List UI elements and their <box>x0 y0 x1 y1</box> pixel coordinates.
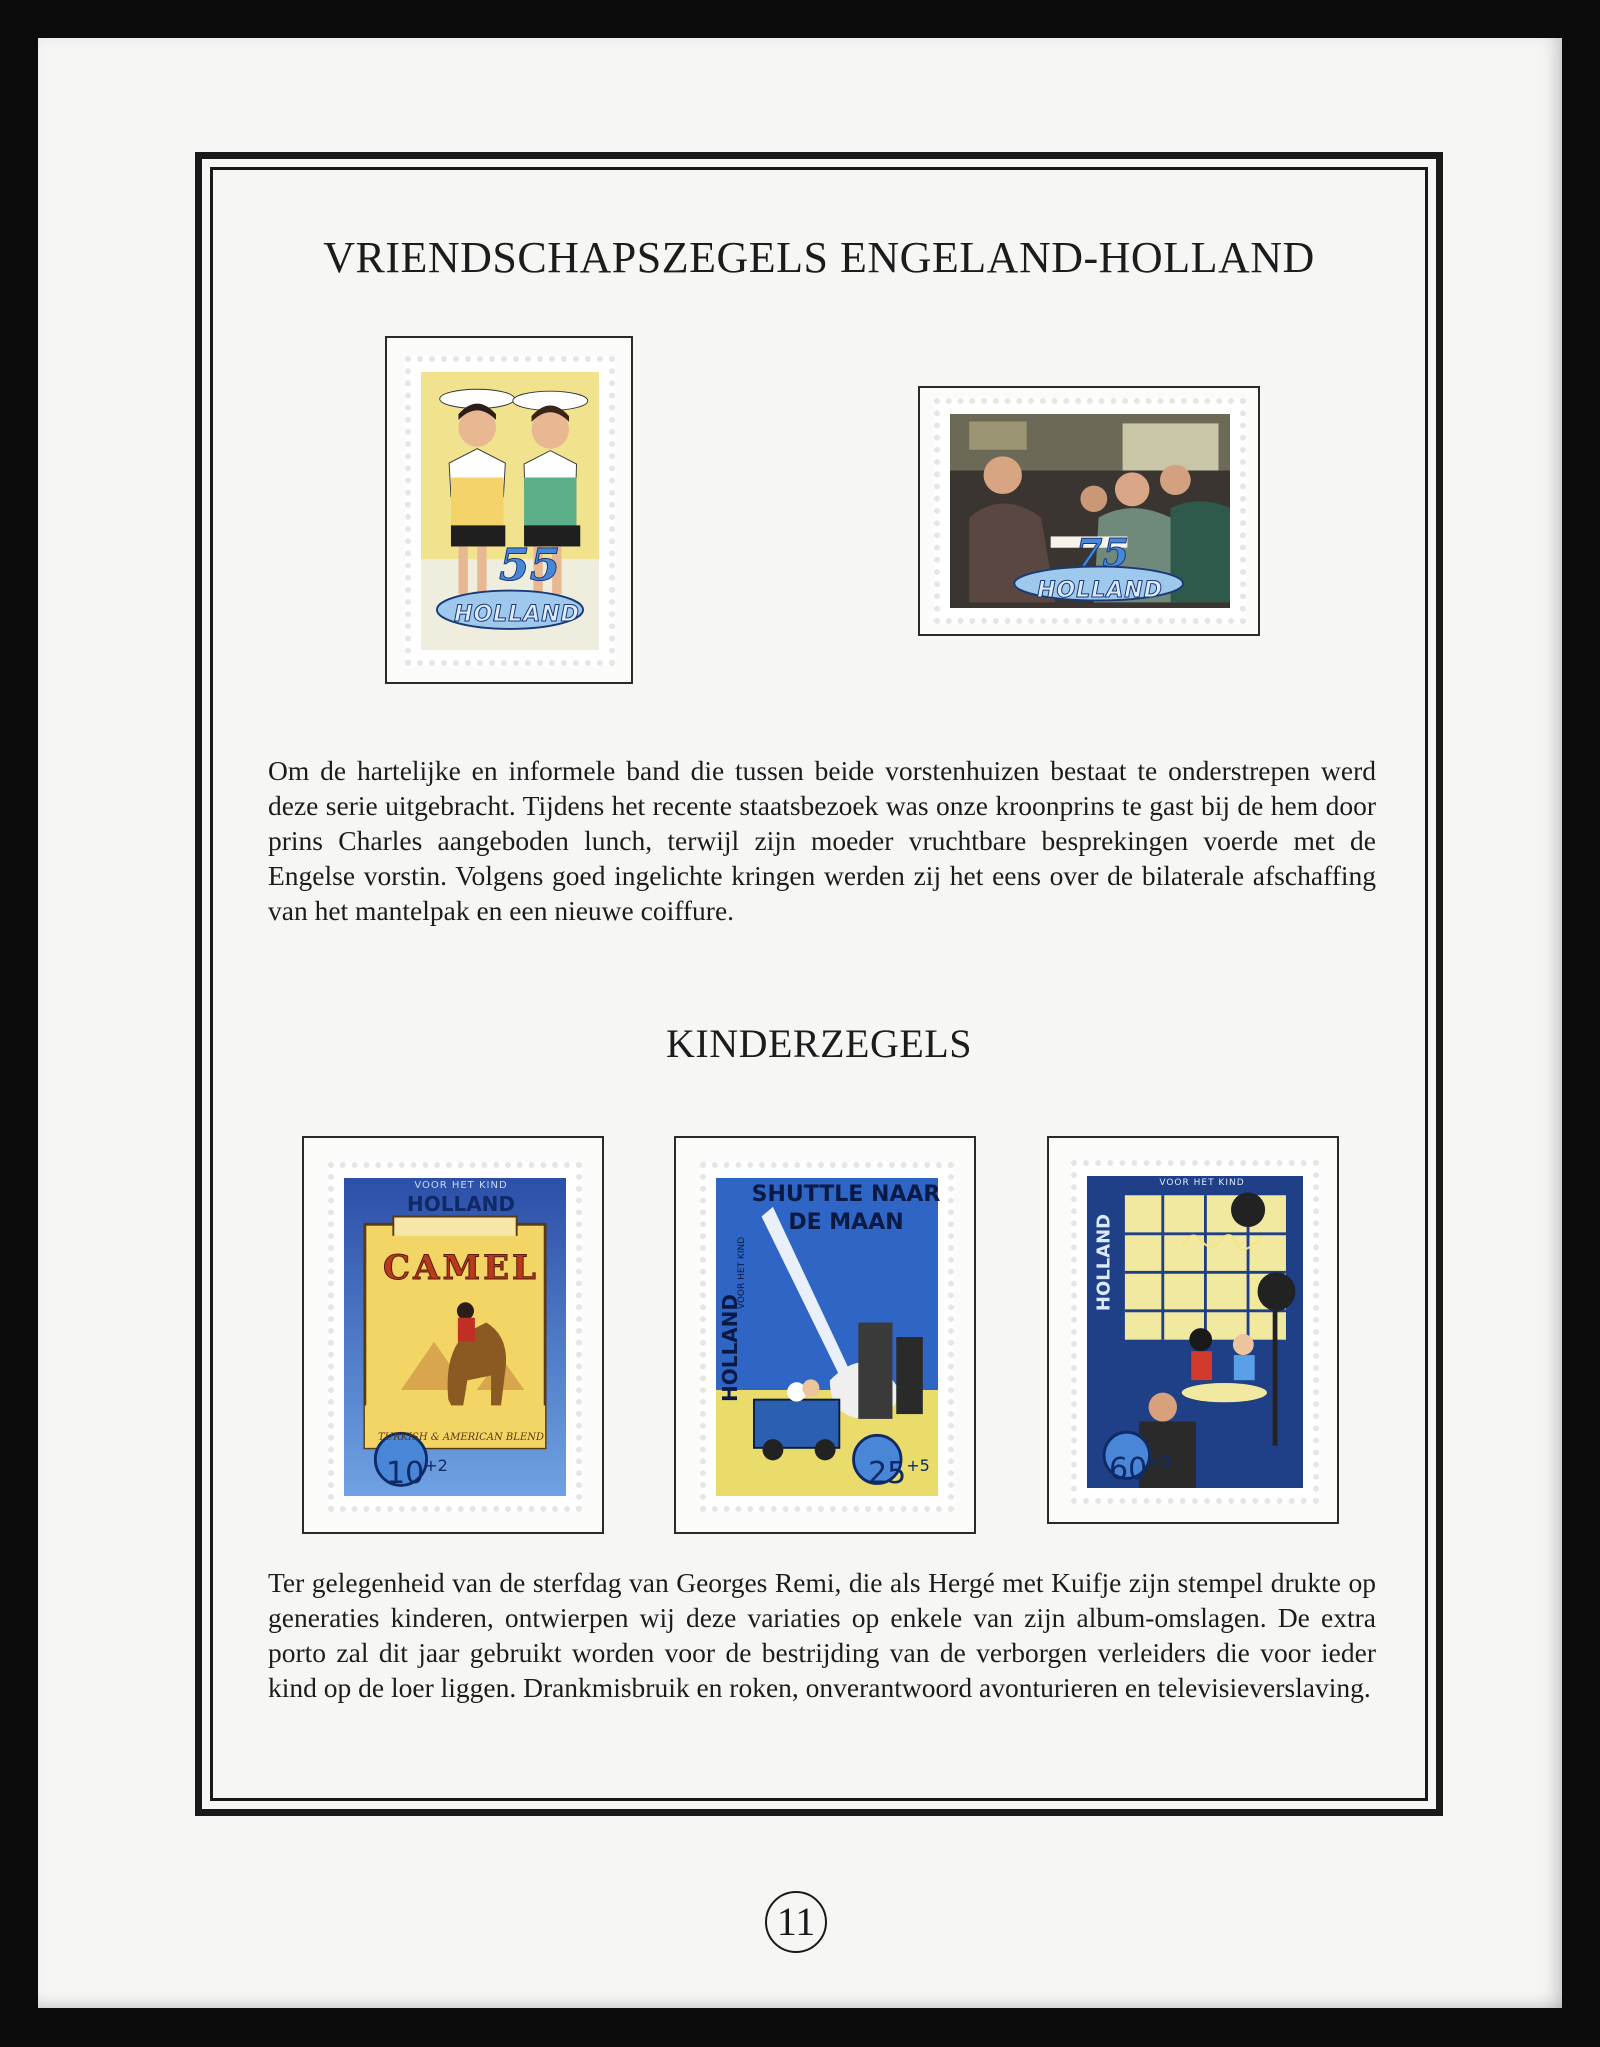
children-description: Ter gelegenheid van de sterfdag van Georges Remi, die als Hergé met Kuifje zijn stempel drukte op generaties kinderen, ontwierpen wij deze variaties op enkele van zijn album-omslagen. De extra porto zal dit jaar gebruikt worden voor de bestrijding van de verborgen verleiders die voor ieder kind op de loer liggen. Drankmisbruik en roken, onverantwoord avonturieren en televisieverslaving. <box>268 1567 1376 1703</box>
stamp-3-brand: CAMEL <box>383 1248 539 1288</box>
stamp-cafe <box>1071 1160 1319 1504</box>
stamp-2-country: HOLLAND <box>1037 578 1163 603</box>
stamp-1-value: 55 <box>499 540 561 591</box>
stamp-mount-3 <box>302 1136 604 1534</box>
stamp-3-caption: VOOR HET KIND <box>414 1180 508 1191</box>
stamp-3-value-number: 10 <box>386 1456 425 1491</box>
stamp-4-caption: VOOR HET KIND <box>737 1236 747 1310</box>
stamp-3-value <box>386 1456 448 1491</box>
stamp-shuttle <box>700 1162 954 1512</box>
stamp-camel <box>328 1162 582 1512</box>
stamp-55-holland <box>405 356 615 666</box>
section-title-children: KINDERZEGELS <box>666 1021 972 1066</box>
stamp-4-surcharge: +5 <box>906 1456 930 1475</box>
stamp-mount-1 <box>385 336 633 684</box>
stamp-4-value-number: 25 <box>868 1456 907 1491</box>
stamp-5-country: HOLLAND <box>1093 1213 1115 1312</box>
stamp-2-value: 75 <box>1076 530 1129 575</box>
stamp-3-artwork <box>344 1178 566 1496</box>
stamp-3-tagline: TURKISH & AMERICAN BLEND <box>378 1432 544 1443</box>
stamp-3-country: HOLLAND <box>406 1192 516 1216</box>
stamp-5-surcharge: +9 <box>1147 1452 1171 1471</box>
stamp-mount-4 <box>674 1136 976 1534</box>
page-number: 11 <box>765 1891 827 1953</box>
stamp-1-country: HOLLAND <box>454 602 580 627</box>
signature-logo <box>1177 1226 1267 1256</box>
stamp-5-value-number: 60 <box>1109 1452 1148 1487</box>
stamp-3-surcharge: +2 <box>424 1456 448 1475</box>
stamp-5-caption: VOOR HET KIND <box>1159 1178 1245 1188</box>
stamp-4-country: HOLLAND <box>718 1293 742 1403</box>
stamp-mount-5 <box>1047 1136 1339 1524</box>
stamp-4-value <box>868 1456 930 1491</box>
stamp-5-artwork <box>1087 1176 1303 1488</box>
stamp-75-holland <box>934 398 1246 624</box>
friendship-description: Om de hartelijke en informele band die tussen beide vorstenhuizen bestaat te onderstrepen werd deze serie uitgebracht. Tijdens het recente staatsbezoek was onze kroonprins te gast bij de hem door prins Charles aangeboden lunch, terwijl zijn moeder vruchtbare besprekingen voerde met de Engelse vorstin. Volgens goed ingelichte kringen werden zij het eens over de bilaterale afschaffing van het mantelpak en een nieuwe coiffure. <box>268 755 1376 926</box>
stamp-4-headline-2: DE MAAN <box>788 1210 904 1235</box>
stamp-5-value <box>1109 1452 1171 1487</box>
stamp-mount-2 <box>918 386 1260 636</box>
section-title-friendship: VRIENDSCHAPSZEGELS ENGELAND-HOLLAND <box>323 233 1315 282</box>
stamp-4-headline-1: SHUTTLE NAAR <box>751 1182 941 1207</box>
